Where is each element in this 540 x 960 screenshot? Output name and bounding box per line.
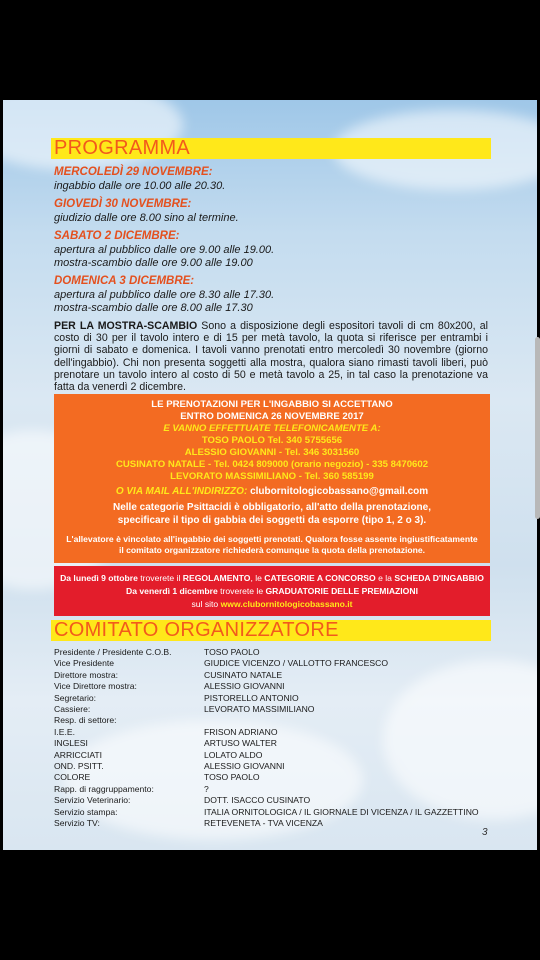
- committee-role: OND. PSITT.: [54, 761, 104, 771]
- committee-role: I.E.E.: [54, 726, 76, 737]
- committee-role: Servizio Veterinario:: [54, 795, 131, 806]
- website-link[interactable]: www.clubornitologicobassano.it: [220, 599, 353, 609]
- day-3: SABATO 2 DICEMBRE:: [54, 230, 180, 242]
- page-number: 3: [482, 827, 488, 838]
- mostra-scambio-paragraph: [54, 320, 488, 393]
- contact-3: CUSINATO NATALE - Tel. 0424 809000 (orario negozio) - 335 8470602: [115, 459, 429, 470]
- info-scheda: SCHEDA D'INGABBIO: [394, 573, 484, 583]
- info-text: troverete le: [217, 586, 266, 596]
- info-text: sul sito: [191, 599, 221, 609]
- committee-name: FRISON ADRIANO: [204, 726, 278, 737]
- committee-name: TOSO PAOLO: [204, 647, 260, 657]
- day-2: GIOVEDÌ 30 NOVEMBRE:: [54, 198, 192, 210]
- info-regolamento: REGOLAMENTO: [182, 573, 251, 583]
- committee-name: LOLATO ALDO: [204, 749, 263, 760]
- day-2-line-1: giudizio dalle ore 8.00 sino al termine.: [54, 212, 239, 224]
- committee-role: Vice Direttore mostra:: [54, 681, 137, 692]
- programma-title: PROGRAMMA: [54, 137, 191, 159]
- committee-name: GIUDICE VICENZO / VALLOTTO FRANCESCO: [204, 658, 388, 669]
- info-graduatorie: GRADUATORIE DELLE PREMIAZIONI: [265, 586, 418, 596]
- day-3-line-1: apertura al pubblico dalle ore 9.00 alle 19.00.: [54, 244, 275, 256]
- info-box: [54, 566, 490, 616]
- committee-role: Presidente / Presidente C.O.B.: [54, 647, 172, 657]
- info-line-3: [54, 599, 490, 609]
- committee-role: ARRICCIATI: [54, 749, 103, 760]
- info-date-2: Da venerdì 1 dicembre: [126, 586, 218, 596]
- info-text: , le: [250, 573, 265, 583]
- contact-1: TOSO PAOLO Tel. 340 5755656: [201, 435, 343, 446]
- info-line-2: [54, 586, 490, 596]
- info-date-1: Da lunedì 9 ottobre: [60, 573, 138, 583]
- committee-role: COLORE: [54, 772, 91, 783]
- psittacidi-line-2: specificare il tipo di gabbia dei soggetti da esporre (tipo 1, 2 o 3).: [117, 515, 427, 526]
- committee-name: TOSO PAOLO: [204, 772, 260, 783]
- committee-role: Servizio TV:: [54, 818, 100, 828]
- committee-role: Direttore mostra:: [54, 669, 118, 680]
- day-4: DOMENICA 3 DICEMBRE:: [54, 275, 195, 287]
- brochure-page: [3, 100, 537, 850]
- info-text: troverete il: [137, 573, 183, 583]
- cloud-decoration: [383, 660, 537, 820]
- committee-name: CUSINATO NATALE: [204, 669, 283, 680]
- committee-name: PISTORELLO ANTONIO: [204, 692, 299, 703]
- committee-role: INGLESI: [54, 738, 88, 749]
- info-text: e la: [375, 573, 395, 583]
- day-4-line-1: apertura al pubblico dalle ore 8.30 alle 17.30.: [54, 289, 275, 301]
- prenotazioni-line-1: LE PRENOTAZIONI PER L'INGABBIO SI ACCETTANO: [151, 399, 393, 410]
- committee-role: Servizio stampa:: [54, 806, 118, 817]
- committee-role: Segretario:: [54, 692, 97, 703]
- comitato-title: COMITATO ORGANIZZATORE: [54, 619, 339, 641]
- programma-heading: [51, 138, 491, 159]
- cloud-decoration: [3, 100, 183, 170]
- committee-name: ?: [204, 783, 209, 794]
- day-1: MERCOLEDÌ 29 NOVEMBRE:: [54, 166, 213, 178]
- prenotazioni-box: [54, 394, 490, 563]
- committee-role: Cassiere:: [54, 704, 91, 714]
- committee-name: ARTUSO WALTER: [204, 738, 277, 749]
- prenotazioni-line-2: ENTRO DOMENICA 26 NOVEMBRE 2017: [180, 411, 364, 422]
- prenotazioni-line-3: E VANNO EFFETTUATE TELEFONICAMENTE A:: [163, 423, 381, 434]
- mail-address[interactable]: clubornitologicobassano@gmail.com: [250, 486, 429, 497]
- committee-name: LEVORATO MASSIMILIANO: [204, 704, 315, 714]
- day-1-line-1: ingabbio dalle ore 10.00 alle 20.30.: [54, 180, 226, 192]
- mostra-scambio-text: Sono a disposizione degli espositori tavoli di cm 80x200, al costo di 30 per il tavolo intero e di 15 per metà tavolo, la quota si riferisce per entrambi i giorni di sabato e domenica. I tavoli vanno prenotati entro mercoledì 30 novembre (giorno dell'ingabbio). Chi non presenta soggetti alla mostra, qualora siano rimasti tavoli liberi, può prenotare un tavolo intero al costo di 50 e metà tavolo a 25, in tal caso la prenotazione va fatta da venerdì 2 dicembre.: [54, 320, 488, 394]
- side-scroll-handle[interactable]: [535, 337, 540, 519]
- mail-label: O VIA MAIL ALL'INDIRIZZO:: [115, 486, 248, 497]
- comitato-heading: [51, 620, 491, 641]
- mostra-scambio-label: PER LA MOSTRA-SCAMBIO: [54, 320, 198, 332]
- committee-name: ITALIA ORNITOLOGICA / IL GIORNALE DI VICENZA / IL GAZZETTINO: [204, 806, 479, 817]
- info-line-1: [54, 573, 490, 583]
- committee-role: Vice Presidente: [54, 658, 115, 669]
- committee-name: DOTT. ISACCO CUSINATO: [204, 795, 311, 806]
- committee-name: ALESSIO GIOVANNI: [204, 761, 285, 771]
- psittacidi-line-1: Nelle categorie Psittacidi è obbligatorio, all'atto della prenotazione,: [113, 502, 431, 513]
- contact-2: ALESSIO GIOVANNI - Tel. 346 3031560: [184, 447, 360, 458]
- committee-name: RETEVENETA - TVA VICENZA: [204, 818, 323, 828]
- committee-name: ALESSIO GIOVANNI: [204, 681, 285, 692]
- info-categorie: CATEGORIE A CONCORSO: [264, 573, 376, 583]
- allevatore-line-1: L'allevatore è vincolato all'ingabbio dei soggetti prenotati. Qualora fosse assente ingiustificatamente: [66, 534, 478, 544]
- contact-4: LEVORATO MASSIMILIANO - Tel. 360 585199: [170, 471, 374, 482]
- committee-role: Resp. di settore:: [54, 715, 117, 726]
- mail-line: [54, 486, 490, 497]
- allevatore-line-2: il comitato organizzatore richiederà comunque la quota della prenotazione.: [118, 545, 426, 555]
- committee-role: Rapp. di raggruppamento:: [54, 783, 154, 794]
- day-3-line-2: mostra-scambio dalle ore 9.00 alle 19.00: [54, 257, 253, 269]
- day-4-line-2: mostra-scambio dalle ore 8.00 alle 17.30: [54, 302, 253, 314]
